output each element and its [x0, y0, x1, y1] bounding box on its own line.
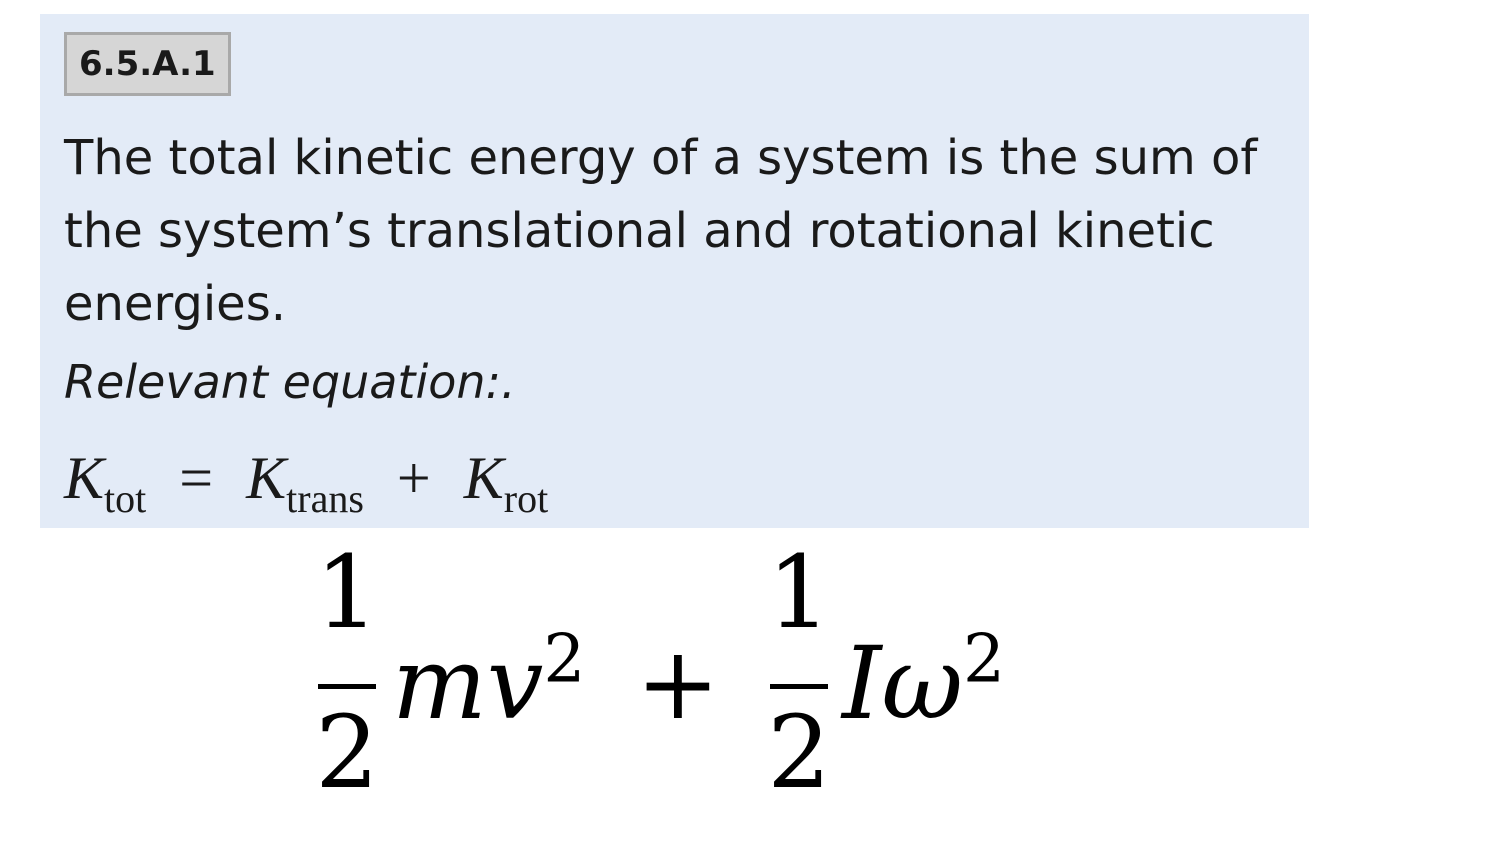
plus-operator: + [636, 625, 720, 742]
k-total-symbol: K [64, 445, 105, 511]
fraction-denominator: 2 [767, 694, 831, 811]
k-total-subscript: tot [104, 476, 147, 521]
relevant-equation-label: Relevant equation:. [64, 355, 516, 409]
definition-card [40, 14, 1309, 528]
velocity-exponent: 2 [543, 620, 586, 698]
expanded-kinetic-energy-formula [310, 534, 1070, 828]
fraction-denominator: 2 [315, 694, 379, 811]
k-trans-symbol: K [246, 445, 287, 511]
plus-sign: + [396, 445, 431, 511]
fraction-bar [318, 684, 376, 689]
equals-sign: = [179, 445, 214, 511]
fraction-bar [770, 684, 828, 689]
rotational-term [842, 620, 1006, 744]
k-trans-subscript: trans [286, 476, 364, 521]
section-badge: 6.5.A.1 [64, 32, 231, 96]
omega-exponent: 2 [963, 620, 1006, 698]
fraction-numerator: 1 [315, 534, 379, 651]
k-rot-subscript: rot [503, 476, 549, 521]
k-rot-symbol: K [463, 445, 504, 511]
kinetic-energy-equation [64, 438, 549, 521]
translational-term [392, 620, 586, 744]
mass-velocity: mv [392, 625, 544, 742]
fraction-numerator: 1 [767, 534, 831, 651]
inertia-omega: Iω [842, 625, 964, 742]
definition-statement: The total kinetic energy of a system is the sum of the system’s translational and rotational kinetic energies. [64, 130, 1258, 332]
